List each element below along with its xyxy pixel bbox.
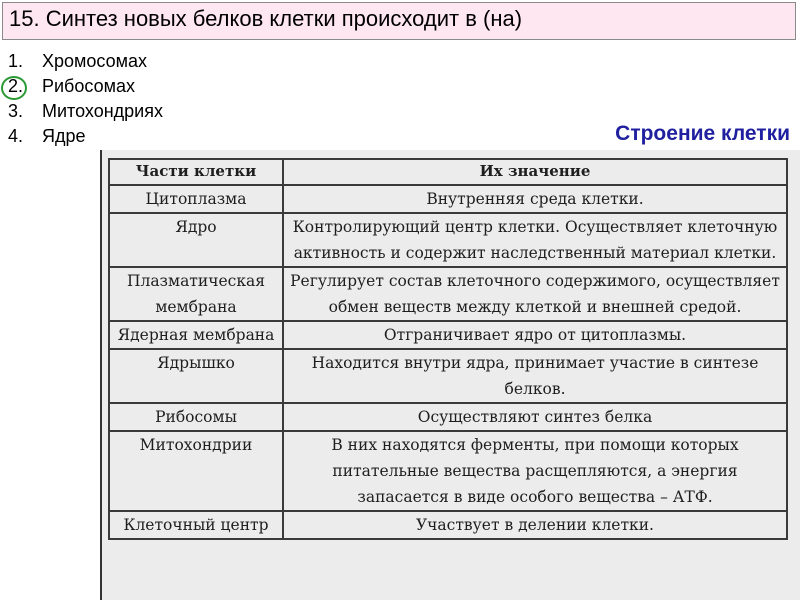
table-row — [109, 267, 787, 321]
cell-part: Митохондрии — [109, 431, 283, 511]
table-row — [109, 349, 787, 403]
cell-meaning: Находится внутри ядра, принимает участие в синтезе белков. — [283, 349, 787, 403]
answer-option-2 — [8, 75, 163, 100]
cell-part: Плазматическая мембрана — [109, 267, 283, 321]
cell-part: Ядрышко — [109, 349, 283, 403]
cell-meaning: Отграничивает ядро от цитоплазмы. — [283, 321, 787, 349]
answer-options — [8, 50, 163, 150]
table-row — [109, 321, 787, 349]
cell-meaning: Внутренняя среда клетки. — [283, 185, 787, 213]
selected-answer-circle — [1, 76, 27, 100]
cell-meaning: Контролирующий центр клетки. Осуществляет клеточную активность и содержит наследственный материал клетки. — [283, 213, 787, 267]
table-row — [109, 431, 787, 511]
cell-meaning: Регулирует состав клеточного содержимого, осуществляет обмен веществ между клеткой и внешней средой. — [283, 267, 787, 321]
column-header-meaning: Их значение — [283, 159, 787, 185]
cell-part: Ядерная мембрана — [109, 321, 283, 349]
answer-number: 3. — [8, 101, 24, 121]
answer-number: 1. — [8, 51, 24, 71]
question-title-box — [2, 2, 796, 40]
cell-part: Цитоплазма — [109, 185, 283, 213]
column-header-parts: Части клетки — [109, 159, 283, 185]
table-row — [109, 403, 787, 431]
answer-number: 2. — [8, 76, 24, 96]
answer-number: 4. — [8, 126, 24, 146]
answer-label: Хромосомах — [42, 51, 148, 71]
table-row — [109, 213, 787, 267]
scanned-table-image — [100, 150, 800, 600]
answer-label: Митохондриях — [42, 101, 163, 121]
question-title: 15. Синтез новых белков клетки происходит в (на) — [9, 6, 523, 31]
cell-meaning: Осуществляют синтез белка — [283, 403, 787, 431]
cell-part: Рибосомы — [109, 403, 283, 431]
table-row — [109, 511, 787, 539]
cell-part: Клеточный центр — [109, 511, 283, 539]
answer-label: Ядре — [42, 126, 86, 146]
answer-label: Рибосомах — [42, 76, 135, 96]
answer-option-1 — [8, 50, 163, 75]
cell-parts-table — [108, 158, 788, 540]
table-header-row — [109, 159, 787, 185]
answer-option-4 — [8, 125, 163, 150]
cell-meaning: Участвует в делении клетки. — [283, 511, 787, 539]
answer-option-3 — [8, 100, 163, 125]
table-row — [109, 185, 787, 213]
section-subtitle: Строение клетки — [615, 122, 790, 145]
cell-meaning: В них находятся ферменты, при помощи которых питательные вещества расщепляются, а энергия запасается в виде особого вещества – АТФ. — [283, 431, 787, 511]
cell-part: Ядро — [109, 213, 283, 267]
